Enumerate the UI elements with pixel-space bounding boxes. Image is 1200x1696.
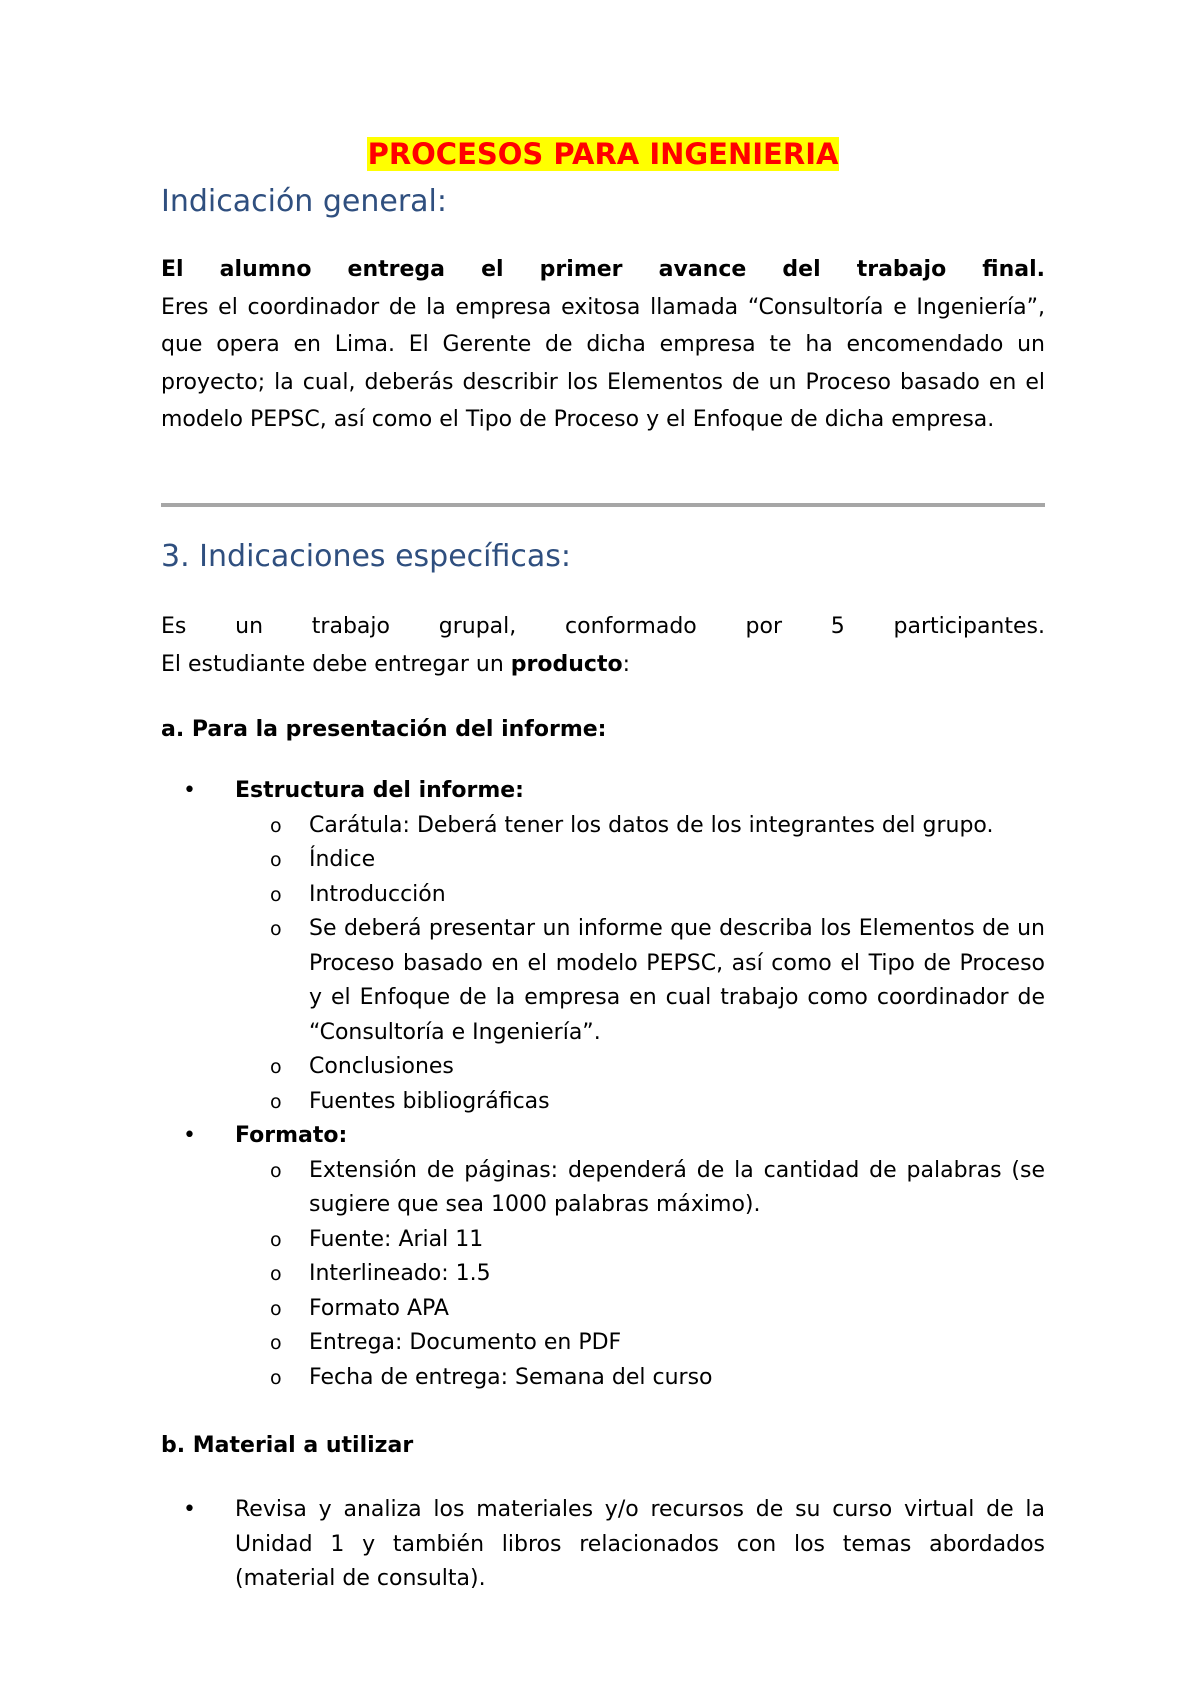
list-item [235, 1257, 1045, 1292]
bullet-icon: • [183, 778, 196, 803]
general-intro-bold: El alumno entrega el primer avance del trabajo final. [161, 257, 1045, 282]
circle-bullet-icon: o [270, 1366, 282, 1389]
specific-heading: 3. Indicaciones específicas: [161, 539, 572, 574]
list-item-text: Formato APA [309, 1295, 449, 1321]
structure-sublist [235, 809, 1045, 1120]
group-paragraph [161, 608, 1045, 683]
circle-bullet-icon: o [270, 1263, 282, 1285]
circle-bullet-icon: o [270, 814, 282, 837]
general-paragraph [161, 251, 1045, 439]
circle-bullet-icon: o [270, 1159, 282, 1182]
group-line: Es un trabajo grupal, conformado por 5 participantes. [161, 614, 1045, 639]
circle-bullet-icon: o [270, 1332, 282, 1354]
list-item [235, 1292, 1045, 1327]
circle-bullet-icon: o [270, 1228, 282, 1251]
list-item-text: Conclusiones [309, 1054, 454, 1079]
list-item-text: Se deberá presentar un informe que describa los Elementos de un Proceso basado en el modelo PEPSC, así como el Tipo de Proceso y el Enfoque de la empresa en cual trabajo como coordinador de “Consultoría e Ingeniería”. [309, 916, 1045, 1045]
product-keyword: producto [510, 651, 623, 677]
format-item [161, 1119, 1045, 1395]
list-item [235, 843, 1045, 878]
circle-bullet-icon: o [270, 883, 282, 906]
list-item-text: Fuente: Arial 11 [309, 1226, 484, 1252]
list-item-text: Fecha de entrega: Semana del curso [309, 1364, 713, 1390]
list-item [235, 878, 1045, 913]
section-a-heading: a. Para la presentación del informe: [161, 717, 607, 742]
list-item [235, 1154, 1045, 1223]
format-sublist [235, 1154, 1045, 1396]
list-item [235, 912, 1045, 1050]
format-label: Formato: [235, 1123, 348, 1148]
list-item-text: Revisa y analiza los materiales y/o recursos de su curso virtual de la Unidad 1 y también libros relacionados con los temas abordados (material de consulta). [235, 1497, 1045, 1591]
list-item [235, 1223, 1045, 1258]
circle-bullet-icon: o [270, 1297, 282, 1320]
product-prefix: El estudiante debe entregar un [161, 651, 511, 677]
list-item [161, 1493, 1045, 1597]
horizontal-divider [161, 503, 1045, 507]
general-heading: Indicación general: [161, 184, 447, 219]
structure-item [161, 774, 1045, 1119]
document-title [161, 134, 1045, 174]
circle-bullet-icon: o [270, 918, 282, 940]
product-suffix: : [622, 651, 631, 677]
list-item-text: Interlineado: 1.5 [309, 1261, 491, 1286]
list-item [235, 1361, 1045, 1396]
list-item-text: Extensión de páginas: dependerá de la cantidad de palabras (se sugiere que sea 1000 palabras máximo). [309, 1157, 1045, 1217]
list-item [235, 809, 1045, 844]
list-item [235, 1085, 1045, 1120]
list-item-text: Entrega: Documento en PDF [309, 1330, 622, 1355]
list-item-text: Carátula: Deberá tener los datos de los integrantes del grupo. [309, 812, 994, 838]
list-item [235, 1326, 1045, 1361]
section-b-list [161, 1493, 1045, 1597]
list-item-text: Fuentes bibliográficas [309, 1088, 550, 1114]
section-a-list [161, 774, 1045, 1395]
bullet-icon: • [183, 1123, 196, 1148]
list-item [235, 1050, 1045, 1085]
section-b-heading: b. Material a utilizar [161, 1433, 414, 1458]
document-title-text: PROCESOS PARA INGENIERIA [367, 137, 839, 171]
general-intro-body: Eres el coordinador de la empresa exitosa llamada “Consultoría e Ingeniería”, que opera en Lima. El Gerente de dicha empresa te ha encomendado un proyecto; la cual, deberás describir los Elementos de un Proceso basado en el modelo PEPSC, así como el Tipo de Proceso y el Enfoque de dicha empresa. [161, 294, 1045, 433]
bullet-icon: • [183, 1497, 196, 1522]
circle-bullet-icon: o [270, 849, 282, 871]
circle-bullet-icon: o [270, 1090, 282, 1113]
list-item-text: Índice [309, 847, 376, 872]
list-item-text: Introducción [309, 881, 446, 907]
structure-label: Estructura del informe: [235, 778, 524, 803]
circle-bullet-icon: o [270, 1056, 282, 1078]
